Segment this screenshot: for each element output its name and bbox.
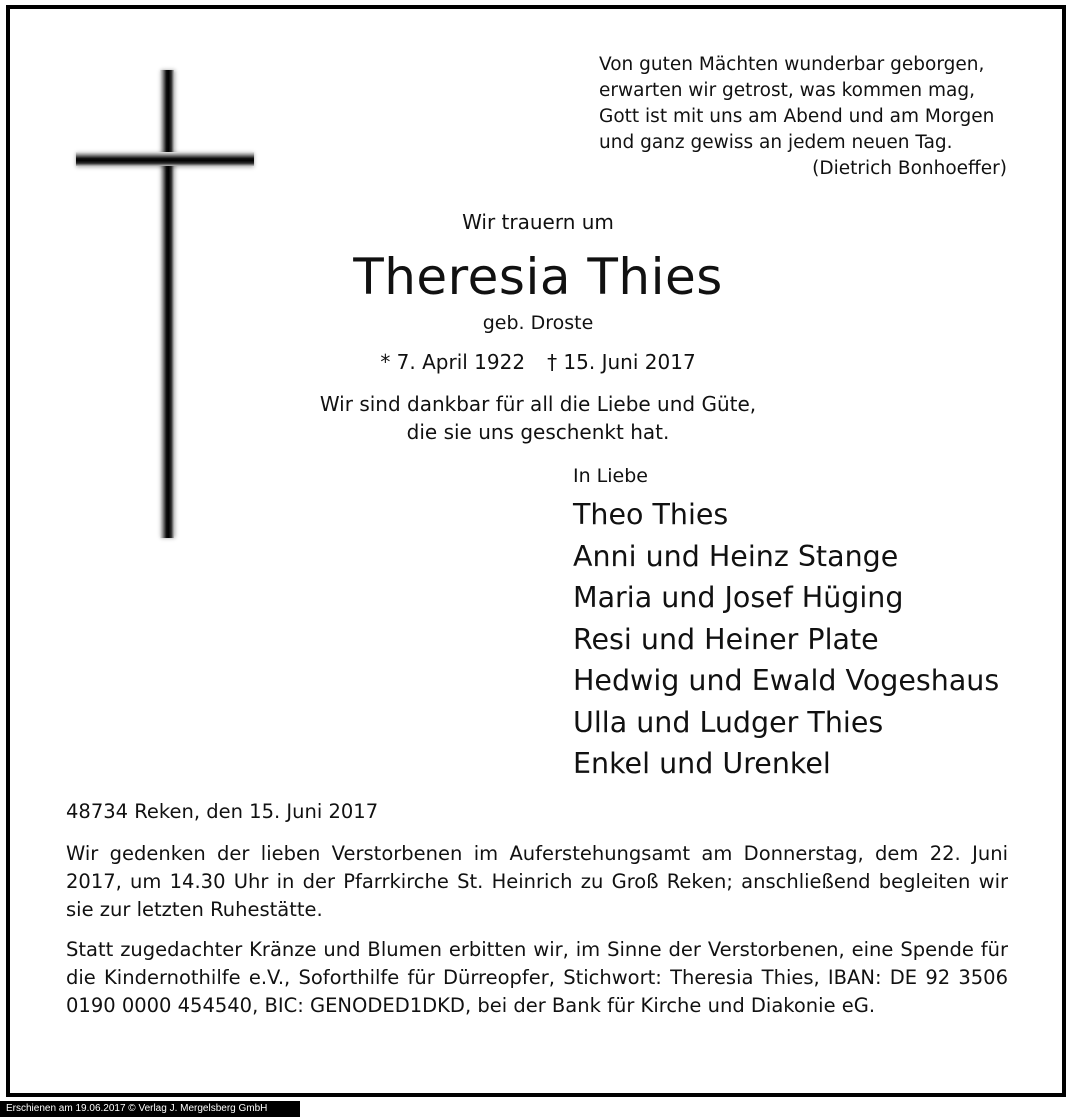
quote-line: erwarten wir getrost, was kommen mag, <box>599 80 975 101</box>
birth-name: geb. Droste <box>482 312 594 334</box>
deceased-name: Theresia Thies <box>353 248 723 306</box>
quote-line: Gott ist mit uns am Abend und am Morgen <box>599 106 995 127</box>
family-member: Theo Thies <box>573 498 729 531</box>
quote-line: Von guten Mächten wunderbar geborgen, <box>599 54 985 75</box>
death-date: † 15. Juni 2017 <box>547 350 696 374</box>
family-member: Enkel und Urenkel <box>573 747 831 780</box>
life-dates <box>200 350 876 374</box>
thanks-text <box>200 390 876 446</box>
thanks-line: die sie uns geschenkt hat. <box>406 420 670 444</box>
family-member: Hedwig und Ewald Vogeshaus <box>573 664 1000 697</box>
donation-paragraph: Statt zugedachter Kränze und Blumen erbitten wir, im Sinne der Verstorbenen, eine Spende für die Kindernothilfe e.V., Soforthilfe für Dürreopfer, Stichwort: Theresia Thies, IBAN: DE 92 3506 0190 0000 454540, BIC: GENODED1DKD, bei der Bank für Kirche und Diakonie eG. <box>66 938 1008 1017</box>
quote-author: (Dietrich Bonhoeffer) <box>812 158 1007 179</box>
place-date: 48734 Reken, den 15. Juni 2017 <box>66 800 379 823</box>
publication-footer: Erschienen am 19.06.2017 © Verlag J. Mergelsberg GmbH <box>0 1101 300 1117</box>
family-member: Ulla und Ludger Thies <box>573 705 884 739</box>
family-member: Resi und Heiner Plate <box>573 622 879 656</box>
mourn-intro: Wir trauern um <box>462 210 614 234</box>
family-member: Anni und Heinz Stange <box>573 539 899 573</box>
quote-line: und ganz gewiss an jedem neuen Tag. <box>599 132 953 153</box>
family-list <box>573 462 1053 785</box>
service-paragraph: Wir gedenken der lieben Verstorbenen im Auferstehungsamt am Donnerstag, dem 22. Juni 2017, um 14.30 Uhr in der Pfarrkirche St. Heinrich zu Groß Reken; anschließend begleiten wir sie zur letzten Ruhestätte. <box>66 842 1008 921</box>
birth-date: * 7. April 1922 <box>380 350 526 374</box>
family-intro: In Liebe <box>573 465 648 487</box>
bonhoeffer-quote <box>599 52 1019 182</box>
thanks-line: Wir sind dankbar für all die Liebe und Güte, <box>319 392 757 416</box>
family-member: Maria und Josef Hüging <box>573 581 904 614</box>
